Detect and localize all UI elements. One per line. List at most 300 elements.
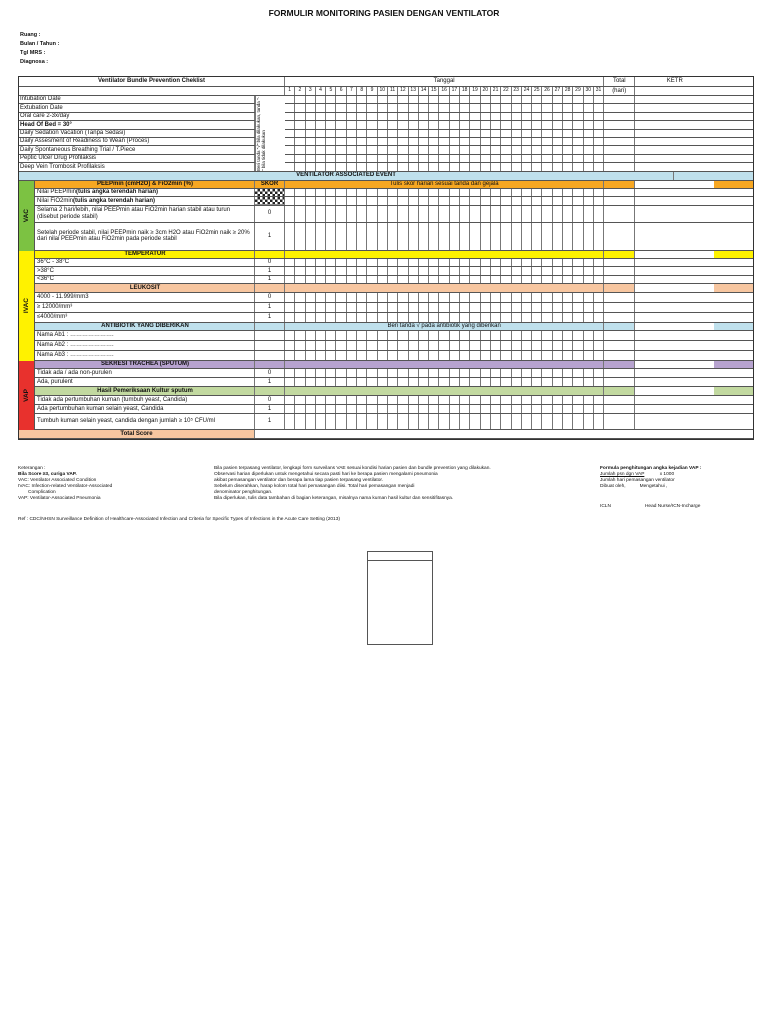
day-cell[interactable] (460, 121, 470, 128)
day-cell[interactable] (295, 138, 305, 145)
day-cell[interactable] (326, 163, 336, 170)
day-cell[interactable] (532, 146, 542, 153)
day-cell[interactable] (501, 341, 511, 350)
day-cell[interactable] (512, 113, 522, 120)
day-cell[interactable] (419, 396, 429, 404)
day-cell[interactable] (419, 414, 429, 429)
day-cell[interactable] (522, 351, 532, 360)
ketr-cell[interactable] (635, 104, 714, 111)
day-cell[interactable] (470, 96, 480, 103)
day-cell[interactable] (429, 146, 439, 153)
day-cell[interactable] (439, 276, 449, 283)
day-cell[interactable] (594, 138, 604, 145)
day-cell[interactable] (378, 138, 388, 145)
day-cell[interactable] (563, 96, 573, 103)
day-cell[interactable] (419, 313, 429, 322)
day-cell[interactable] (573, 267, 583, 274)
day-cell[interactable] (470, 130, 480, 137)
day-cell[interactable] (409, 378, 419, 386)
day-cell[interactable] (573, 369, 583, 377)
day-cell[interactable] (378, 331, 388, 340)
day-cell[interactable] (470, 259, 480, 266)
day-cell[interactable] (470, 276, 480, 283)
day-cell[interactable] (285, 223, 295, 250)
day-cell[interactable] (295, 189, 305, 196)
day-cell[interactable] (573, 396, 583, 404)
day-cell[interactable] (491, 378, 501, 386)
day-cell[interactable] (295, 155, 305, 162)
day-cell[interactable] (429, 138, 439, 145)
day-cell[interactable] (522, 276, 532, 283)
day-cell[interactable] (470, 267, 480, 274)
day-cell[interactable] (367, 121, 377, 128)
total-cell[interactable] (604, 414, 635, 429)
day-cell[interactable] (295, 341, 305, 350)
day-cell[interactable] (398, 206, 408, 222)
day-cell[interactable] (491, 138, 501, 145)
day-cell[interactable] (491, 130, 501, 137)
day-cell[interactable] (336, 259, 346, 266)
day-cell[interactable] (295, 396, 305, 404)
day-cell[interactable] (367, 163, 377, 170)
day-cell[interactable] (594, 197, 604, 204)
total-cell[interactable] (604, 163, 635, 170)
day-cell[interactable] (367, 276, 377, 283)
day-cell[interactable] (470, 121, 480, 128)
day-cell[interactable] (584, 293, 594, 302)
day-cell[interactable] (357, 104, 367, 111)
day-cell[interactable] (285, 303, 295, 312)
ketr-cell[interactable] (635, 276, 714, 283)
day-cell[interactable] (409, 206, 419, 222)
day-cell[interactable] (326, 313, 336, 322)
ketr-cell[interactable] (635, 378, 714, 386)
day-cell[interactable] (367, 104, 377, 111)
day-cell[interactable] (573, 378, 583, 386)
day-cell[interactable] (563, 121, 573, 128)
day-cell[interactable] (522, 197, 532, 204)
ketr-cell[interactable] (635, 138, 714, 145)
day-cell[interactable] (584, 341, 594, 350)
day-cell[interactable] (512, 369, 522, 377)
day-cell[interactable] (347, 414, 357, 429)
day-cell[interactable] (285, 121, 295, 128)
day-cell[interactable] (419, 341, 429, 350)
day-cell[interactable] (357, 341, 367, 350)
day-cell[interactable] (522, 378, 532, 386)
day-cell[interactable] (388, 259, 398, 266)
day-cell[interactable] (460, 163, 470, 170)
day-cell[interactable] (326, 223, 336, 250)
day-cell[interactable] (481, 146, 491, 153)
day-cell[interactable] (512, 405, 522, 413)
day-cell[interactable] (573, 146, 583, 153)
day-cell[interactable] (367, 206, 377, 222)
day-cell[interactable] (542, 303, 552, 312)
day-cell[interactable] (419, 113, 429, 120)
day-cell[interactable] (409, 276, 419, 283)
day-cell[interactable] (306, 121, 316, 128)
total-cell[interactable] (604, 155, 635, 162)
day-cell[interactable] (367, 138, 377, 145)
day-cell[interactable] (367, 351, 377, 360)
day-cell[interactable] (501, 351, 511, 360)
ketr-cell[interactable] (635, 259, 714, 266)
day-cell[interactable] (532, 96, 542, 103)
day-cell[interactable] (512, 303, 522, 312)
day-cell[interactable] (584, 206, 594, 222)
day-cell[interactable] (542, 351, 552, 360)
day-cell[interactable] (573, 189, 583, 196)
day-cell[interactable] (542, 276, 552, 283)
day-cell[interactable] (409, 155, 419, 162)
day-cell[interactable] (419, 331, 429, 340)
day-cell[interactable] (357, 396, 367, 404)
day-cell[interactable] (563, 146, 573, 153)
day-cell[interactable] (357, 113, 367, 120)
day-cell[interactable] (542, 130, 552, 137)
day-cell[interactable] (522, 369, 532, 377)
day-cell[interactable] (306, 223, 316, 250)
day-cell[interactable] (357, 351, 367, 360)
day-cell[interactable] (398, 293, 408, 302)
day-cell[interactable] (450, 138, 460, 145)
day-cell[interactable] (501, 405, 511, 413)
day-cell[interactable] (542, 155, 552, 162)
day-cell[interactable] (367, 146, 377, 153)
day-cell[interactable] (306, 267, 316, 274)
day-cell[interactable] (336, 189, 346, 196)
day-cell[interactable] (347, 267, 357, 274)
day-cell[interactable] (553, 351, 563, 360)
total-cell[interactable] (604, 130, 635, 137)
day-cell[interactable] (563, 378, 573, 386)
day-cell[interactable] (378, 303, 388, 312)
day-cell[interactable] (532, 331, 542, 340)
total-cell[interactable] (604, 197, 635, 204)
day-cell[interactable] (378, 405, 388, 413)
day-cell[interactable] (573, 113, 583, 120)
day-cell[interactable] (532, 414, 542, 429)
day-cell[interactable] (573, 96, 583, 103)
total-cell[interactable] (604, 396, 635, 404)
day-cell[interactable] (439, 267, 449, 274)
day-cell[interactable] (439, 396, 449, 404)
day-cell[interactable] (491, 414, 501, 429)
day-cell[interactable] (347, 303, 357, 312)
day-cell[interactable] (419, 405, 429, 413)
day-cell[interactable] (326, 378, 336, 386)
day-cell[interactable] (481, 206, 491, 222)
day-cell[interactable] (429, 267, 439, 274)
day-cell[interactable] (336, 293, 346, 302)
day-cell[interactable] (306, 303, 316, 312)
day-cell[interactable] (460, 378, 470, 386)
day-cell[interactable] (409, 223, 419, 250)
day-cell[interactable] (419, 197, 429, 204)
day-cell[interactable] (491, 146, 501, 153)
day-cell[interactable] (522, 396, 532, 404)
day-cell[interactable] (285, 405, 295, 413)
ketr-cell[interactable] (635, 331, 714, 340)
ketr-cell[interactable] (635, 130, 714, 137)
day-cell[interactable] (563, 313, 573, 322)
total-cell[interactable] (604, 378, 635, 386)
day-cell[interactable] (295, 104, 305, 111)
day-cell[interactable] (388, 396, 398, 404)
day-cell[interactable] (470, 405, 480, 413)
day-cell[interactable] (450, 351, 460, 360)
day-cell[interactable] (522, 259, 532, 266)
day-cell[interactable] (347, 313, 357, 322)
day-cell[interactable] (357, 130, 367, 137)
day-cell[interactable] (522, 130, 532, 137)
day-cell[interactable] (532, 351, 542, 360)
day-cell[interactable] (378, 130, 388, 137)
day-cell[interactable] (470, 369, 480, 377)
day-cell[interactable] (491, 96, 501, 103)
day-cell[interactable] (306, 163, 316, 170)
day-cell[interactable] (594, 341, 604, 350)
day-cell[interactable] (429, 313, 439, 322)
day-cell[interactable] (285, 351, 295, 360)
day-cell[interactable] (439, 223, 449, 250)
day-cell[interactable] (326, 396, 336, 404)
day-cell[interactable] (512, 206, 522, 222)
day-cell[interactable] (326, 138, 336, 145)
day-cell[interactable] (398, 104, 408, 111)
day-cell[interactable] (470, 197, 480, 204)
day-cell[interactable] (316, 155, 326, 162)
day-cell[interactable] (439, 313, 449, 322)
day-cell[interactable] (419, 206, 429, 222)
day-cell[interactable] (542, 313, 552, 322)
day-cell[interactable] (563, 405, 573, 413)
day-cell[interactable] (419, 163, 429, 170)
ketr-cell[interactable] (635, 189, 714, 196)
day-cell[interactable] (450, 96, 460, 103)
day-cell[interactable] (450, 197, 460, 204)
day-cell[interactable] (481, 104, 491, 111)
day-cell[interactable] (347, 259, 357, 266)
day-cell[interactable] (491, 206, 501, 222)
day-cell[interactable] (429, 293, 439, 302)
day-cell[interactable] (491, 223, 501, 250)
day-cell[interactable] (470, 138, 480, 145)
day-cell[interactable] (398, 276, 408, 283)
day-cell[interactable] (285, 341, 295, 350)
day-cell[interactable] (512, 341, 522, 350)
day-cell[interactable] (409, 396, 419, 404)
day-cell[interactable] (439, 378, 449, 386)
day-cell[interactable] (357, 96, 367, 103)
day-cell[interactable] (336, 113, 346, 120)
day-cell[interactable] (563, 414, 573, 429)
day-cell[interactable] (512, 104, 522, 111)
day-cell[interactable] (481, 130, 491, 137)
day-cell[interactable] (398, 405, 408, 413)
day-cell[interactable] (532, 378, 542, 386)
day-cell[interactable] (409, 113, 419, 120)
day-cell[interactable] (450, 130, 460, 137)
day-cell[interactable] (542, 96, 552, 103)
day-cell[interactable] (563, 259, 573, 266)
day-cell[interactable] (316, 405, 326, 413)
day-cell[interactable] (553, 113, 563, 120)
day-cell[interactable] (512, 223, 522, 250)
day-cell[interactable] (553, 405, 563, 413)
day-cell[interactable] (357, 138, 367, 145)
day-cell[interactable] (481, 313, 491, 322)
day-cell[interactable] (522, 163, 532, 170)
day-cell[interactable] (439, 369, 449, 377)
day-cell[interactable] (584, 104, 594, 111)
day-cell[interactable] (398, 259, 408, 266)
day-cell[interactable] (470, 155, 480, 162)
day-cell[interactable] (336, 396, 346, 404)
day-cell[interactable] (316, 104, 326, 111)
day-cell[interactable] (584, 155, 594, 162)
day-cell[interactable] (285, 378, 295, 386)
day-cell[interactable] (336, 313, 346, 322)
day-cell[interactable] (491, 331, 501, 340)
day-cell[interactable] (367, 267, 377, 274)
day-cell[interactable] (398, 267, 408, 274)
day-cell[interactable] (388, 313, 398, 322)
day-cell[interactable] (429, 303, 439, 312)
day-cell[interactable] (460, 197, 470, 204)
day-cell[interactable] (347, 369, 357, 377)
day-cell[interactable] (306, 104, 316, 111)
day-cell[interactable] (491, 293, 501, 302)
day-cell[interactable] (429, 259, 439, 266)
day-cell[interactable] (285, 96, 295, 103)
day-cell[interactable] (460, 303, 470, 312)
day-cell[interactable] (419, 189, 429, 196)
day-cell[interactable] (501, 146, 511, 153)
day-cell[interactable] (409, 138, 419, 145)
day-cell[interactable] (388, 267, 398, 274)
day-cell[interactable] (378, 313, 388, 322)
day-cell[interactable] (573, 197, 583, 204)
day-cell[interactable] (501, 155, 511, 162)
day-cell[interactable] (594, 331, 604, 340)
day-cell[interactable] (470, 104, 480, 111)
day-cell[interactable] (429, 223, 439, 250)
total-cell[interactable] (604, 267, 635, 274)
total-cell[interactable] (604, 146, 635, 153)
day-cell[interactable] (563, 189, 573, 196)
day-cell[interactable] (306, 189, 316, 196)
total-cell[interactable] (604, 96, 635, 103)
day-cell[interactable] (336, 96, 346, 103)
day-cell[interactable] (470, 313, 480, 322)
day-cell[interactable] (450, 341, 460, 350)
day-cell[interactable] (491, 189, 501, 196)
day-cell[interactable] (522, 96, 532, 103)
day-cell[interactable] (491, 267, 501, 274)
ketr-cell[interactable] (635, 113, 714, 120)
day-cell[interactable] (295, 331, 305, 340)
day-cell[interactable] (316, 223, 326, 250)
day-cell[interactable] (573, 303, 583, 312)
day-cell[interactable] (470, 341, 480, 350)
day-cell[interactable] (347, 396, 357, 404)
day-cell[interactable] (285, 396, 295, 404)
day-cell[interactable] (439, 189, 449, 196)
day-cell[interactable] (357, 378, 367, 386)
day-cell[interactable] (481, 163, 491, 170)
day-cell[interactable] (336, 341, 346, 350)
day-cell[interactable] (553, 96, 563, 103)
day-cell[interactable] (542, 405, 552, 413)
day-cell[interactable] (594, 146, 604, 153)
day-cell[interactable] (295, 378, 305, 386)
day-cell[interactable] (563, 206, 573, 222)
day-cell[interactable] (357, 267, 367, 274)
day-cell[interactable] (388, 303, 398, 312)
day-cell[interactable] (460, 146, 470, 153)
day-cell[interactable] (450, 259, 460, 266)
day-cell[interactable] (326, 259, 336, 266)
day-cell[interactable] (584, 189, 594, 196)
day-cell[interactable] (563, 163, 573, 170)
day-cell[interactable] (357, 197, 367, 204)
day-cell[interactable] (532, 155, 542, 162)
day-cell[interactable] (491, 276, 501, 283)
day-cell[interactable] (522, 223, 532, 250)
day-cell[interactable] (439, 197, 449, 204)
ketr-cell[interactable] (635, 351, 714, 360)
day-cell[interactable] (553, 341, 563, 350)
day-cell[interactable] (409, 197, 419, 204)
day-cell[interactable] (439, 146, 449, 153)
day-cell[interactable] (367, 405, 377, 413)
day-cell[interactable] (326, 331, 336, 340)
day-cell[interactable] (367, 223, 377, 250)
day-cell[interactable] (542, 197, 552, 204)
day-cell[interactable] (336, 104, 346, 111)
day-cell[interactable] (594, 163, 604, 170)
day-cell[interactable] (316, 96, 326, 103)
day-cell[interactable] (295, 414, 305, 429)
day-cell[interactable] (563, 351, 573, 360)
day-cell[interactable] (542, 113, 552, 120)
day-cell[interactable] (460, 155, 470, 162)
day-cell[interactable] (336, 331, 346, 340)
day-cell[interactable] (409, 405, 419, 413)
day-cell[interactable] (367, 378, 377, 386)
day-cell[interactable] (460, 293, 470, 302)
day-cell[interactable] (553, 267, 563, 274)
day-cell[interactable] (347, 206, 357, 222)
day-cell[interactable] (532, 197, 542, 204)
day-cell[interactable] (512, 351, 522, 360)
day-cell[interactable] (501, 293, 511, 302)
day-cell[interactable] (460, 206, 470, 222)
day-cell[interactable] (388, 378, 398, 386)
day-cell[interactable] (336, 197, 346, 204)
day-cell[interactable] (316, 146, 326, 153)
day-cell[interactable] (357, 276, 367, 283)
day-cell[interactable] (532, 405, 542, 413)
day-cell[interactable] (450, 121, 460, 128)
day-cell[interactable] (439, 121, 449, 128)
total-cell[interactable] (604, 313, 635, 322)
day-cell[interactable] (563, 113, 573, 120)
day-cell[interactable] (336, 378, 346, 386)
day-cell[interactable] (439, 331, 449, 340)
